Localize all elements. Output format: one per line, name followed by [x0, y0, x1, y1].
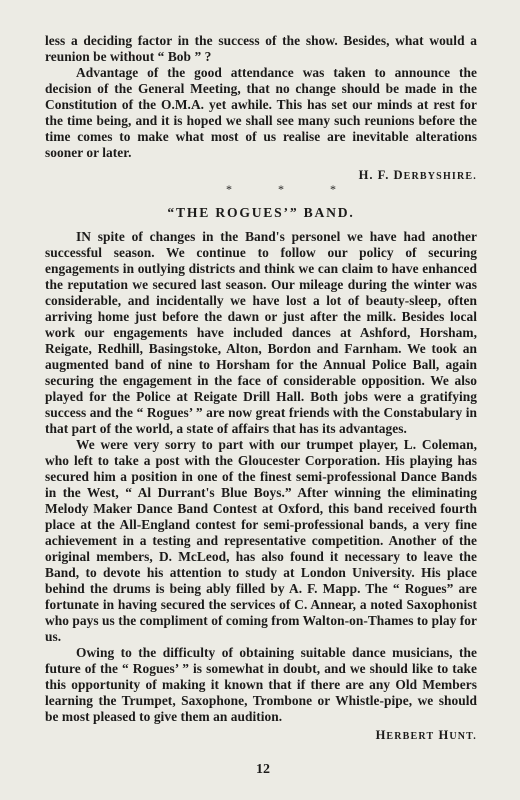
section-separator	[45, 183, 477, 197]
article2-paragraph-2: We were very sorry to part with our trumpet player, L. Coleman, who left to take a post with the Gloucester Corporation. His playing has secured him a position in one of the finest semi-professional Dance Bands in the West, “ Al Durrant's Blue Boys.” After winning the eliminating Melody Maker Dance Band Contest at Oxford, this band received fourth place at the All-England contest for semi-professional bands, a very fine achievement in a testing and representative competition. Another of the original members, D. McLeod, has also found it necessary to leave the Band, to devote his attention to study at London University. His place behind the drums is being ably filled by A. F. Mapp. The “ Rogues” are fortunate in having secured the services of C. Annear, a noted Saxophonist who pays us the compliment of coming from Walton-on-Thames to play for us.	[45, 437, 477, 644]
article2-signature	[45, 728, 477, 743]
signature-first-rest: ERBERT	[386, 731, 435, 742]
separator-star: *	[226, 182, 232, 196]
signature-last-rest: UNT.	[449, 731, 477, 742]
article2-paragraph-3: Owing to the difficulty of obtaining suitable dance musicians, the future of the “ Rogues’ ” is somewhat in doubt, and we should like to take this opportunity of making it known that if there are any Old Members learning the Trumpet, Saxophone, Trombone or Whistle-pipe, we should be most pleased to give them an audition.	[45, 645, 477, 724]
separator-star: *	[278, 182, 284, 196]
article1-paragraph-continued: less a deciding factor in the success of the show. Besides, what would a reunion be without “ Bob ” ?	[45, 33, 477, 64]
signature-initials: H. F. D	[358, 168, 404, 182]
separator-star: *	[330, 182, 336, 196]
article1-paragraph-2: Advantage of the good attendance was taken to announce the decision of the General Meeting, that no change should be made in the Constitution of the O.M.A. yet awhile. This has set our minds at rest for the time being, and it is hoped we shall see many such reunions before the time comes to make what most of us realise are inevitable alterations sooner or later.	[45, 65, 477, 160]
signature-surname: ERBYSHIRE.	[403, 171, 477, 182]
article2-title: “THE ROGUES’” BAND.	[167, 205, 355, 220]
article2-paragraph-1: IN spite of changes in the Band's personel we have had another successful season. We continue to follow our policy of securing engagements in outlying districts and think we can claim to have enhanced the reputation we secured last season. Our mileage during the winter was considerable, and incidentally we have lost a lot of beauty-sleep, often arriving home just before the dawn or just after the milk. Besides local work our engagements have included dances at Ashford, Horsham, Reigate, Redhill, Basingstoke, Alton, Bordon and Farnham. We took an augmented band of nine to Horsham for the Annual Police Ball, again securing the engagement in the face of considerable opposition. We also played for the Police at Reigate Drill Hall. Both jobs were a gratifying success and the “ Rogues’ ” are now great friends with the Constabulary in that part of the world, a state of affairs that has its advantages.	[45, 229, 477, 436]
signature-last-initial: H	[438, 728, 450, 742]
signature-first-initial: H	[375, 728, 387, 742]
page-number: 12	[256, 762, 270, 777]
article1-signature	[45, 168, 477, 183]
